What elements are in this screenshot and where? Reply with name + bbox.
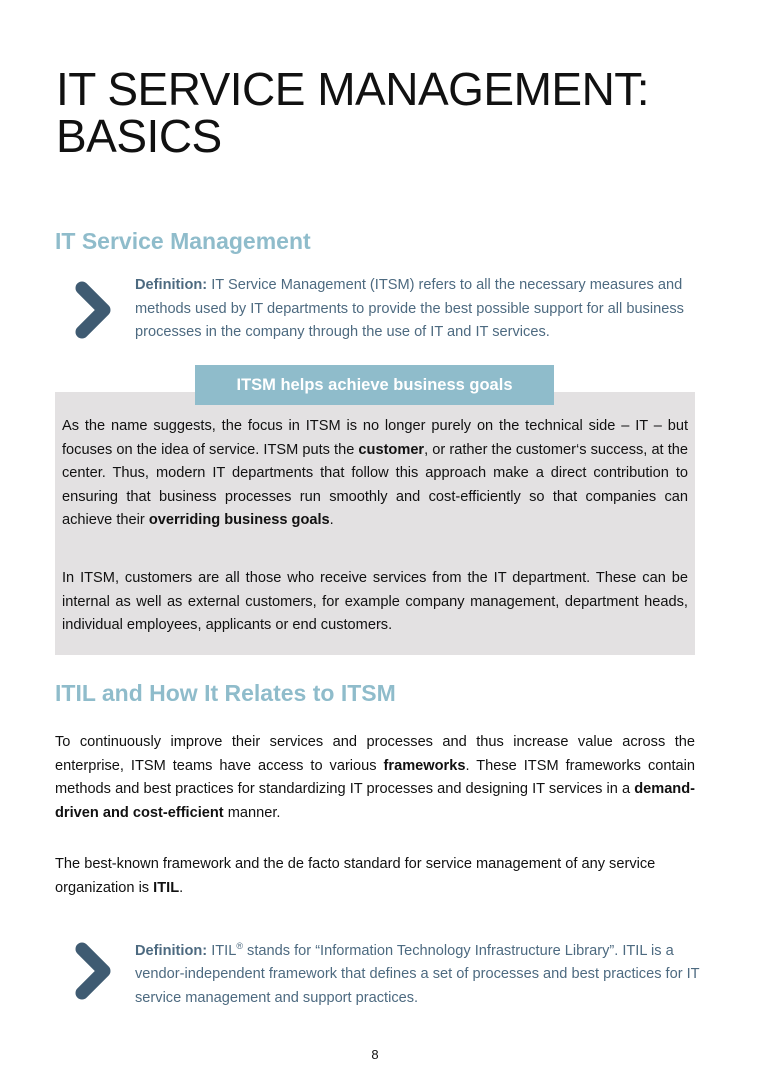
itil-paragraph-1: [55, 731, 695, 825]
text-run: The best-known framework and the de facto standard for service management of any service organization is: [55, 856, 656, 896]
text-run: , or rather the customer‘s success, at the center. Thus, modern IT departments that follow this approach make a direct contribution to ensuring that business processes run smoothly and cost-efficiently so that companies can achieve their: [62, 441, 688, 528]
definition-body: IT Service Management (ITSM) refers to all the necessary measures and methods used by IT departments to provide the best possible support for all business processes in the company through the use of IT and IT services.: [135, 277, 684, 340]
bold-frameworks: frameworks: [383, 757, 466, 774]
text-run: .: [179, 879, 184, 896]
bold-customer: customer: [358, 441, 425, 458]
text-run: manner.: [223, 804, 281, 821]
page-title-line-2: BASICS: [56, 110, 222, 162]
definition-label: Definition:: [135, 942, 208, 959]
definition-itil: [72, 935, 712, 1015]
text-run: stands for “Information Technology Infrastructure Library”. ITIL is a vendor-independent framework that defines a set of processes and best practices for IT service management and support practices.: [135, 942, 700, 1006]
bold-itil: ITIL: [153, 879, 180, 896]
bold-business-goals: overriding business goals: [148, 512, 330, 528]
chevron-right-icon: [72, 939, 116, 1003]
registered-mark: ®: [236, 941, 243, 951]
text-run: ITIL: [207, 942, 237, 959]
definition-itsm-text: [135, 274, 715, 345]
page-number: 8: [371, 1047, 379, 1062]
text-run: To continuously improve their services and processes and thus increase value across the enterprise, ITSM teams have access to various: [55, 734, 695, 774]
page-title: [56, 63, 736, 162]
chevron-right-icon: [72, 278, 116, 342]
callout-box: [55, 392, 695, 655]
section-heading-itil: ITIL and How It Relates to ITSM: [55, 680, 396, 706]
section-heading-itsm: IT Service Management: [55, 228, 311, 254]
itil-paragraph-2: [55, 853, 695, 900]
callout-tab-label: ITSM helps achieve business goals: [195, 365, 554, 405]
definition-itsm: [72, 274, 712, 354]
bold-demand-driven: demand-driven and cost-efficient: [55, 781, 695, 821]
text-run: As the name suggests, the focus in ITSM is no longer purely on the technical side – IT – but focuses on the idea of service. ITSM puts the: [62, 418, 688, 458]
page-title-line-1: IT SERVICE MANAGEMENT:: [56, 63, 650, 115]
text-run: . These ITSM frameworks contain methods and best practices for standardizing IT processes and designing IT services in a: [55, 757, 695, 797]
text-run: .: [329, 512, 334, 528]
callout-paragraph-2: In ITSM, customers are all those who receive services from the IT department. These can be internal as well as external customers, for example company management, department heads, individual employees, applicants or end customers.: [62, 570, 688, 633]
definition-label: Definition:: [135, 277, 208, 293]
callout-paragraph-1: [62, 415, 688, 533]
definition-itil-text: [135, 935, 715, 1010]
